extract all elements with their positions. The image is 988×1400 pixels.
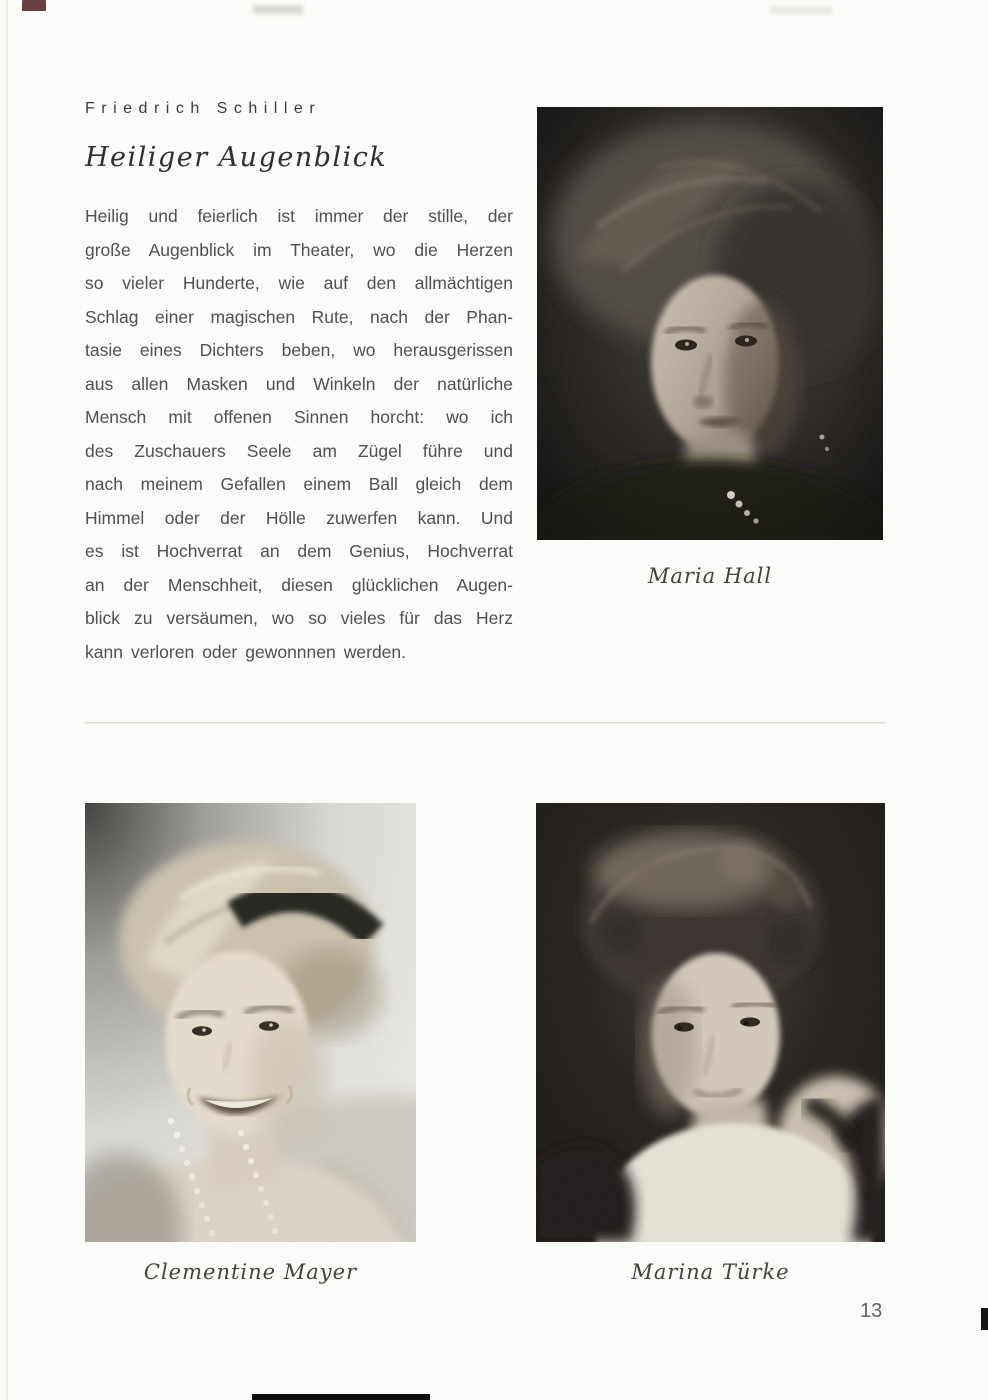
- body-line: es ist Hochverrat an dem Genius, Hochverrat: [85, 541, 513, 561]
- author-name: Friedrich Schiller: [85, 100, 322, 117]
- photo-maria-hall: [537, 107, 883, 540]
- body-line: Schlag einer magischen Rute, nach der Phan-: [85, 306, 513, 327]
- article: [85, 100, 513, 669]
- page-number: 13: [860, 1300, 883, 1322]
- body-line: so vieler Hunderte, wie auf den allmächtigen: [85, 273, 513, 293]
- scan-mark-bottom: [252, 1394, 430, 1400]
- photo-marina-tuerke: [536, 803, 885, 1242]
- photo-clementine-mayer: [85, 803, 416, 1242]
- photo-caption: Marina Türke: [631, 1260, 790, 1284]
- body-line: blick zu versäumen, wo so vieles für das Herz: [85, 608, 513, 628]
- body-line: kann verloren oder gewonnnen werden.: [85, 641, 407, 662]
- body-line: an der Menschheit, diesen glücklichen Augen-: [85, 574, 513, 595]
- scan-smudge: [770, 7, 832, 14]
- body-line: aus allen Masken und Winkeln der natürliche: [85, 373, 513, 394]
- body-line: Heilig und feierlich ist immer der stille, der: [85, 206, 513, 226]
- scan-smudge: [253, 5, 303, 14]
- photo-caption: Clementine Mayer: [143, 1260, 358, 1284]
- photo-caption: Maria Hall: [647, 564, 773, 588]
- body-line: Mensch mit offenen Sinnen horcht: wo ich: [85, 407, 513, 427]
- scan-mark-right-edge: [981, 1308, 988, 1330]
- scan-edge-artifact: [6, 0, 8, 1400]
- article-title: Heiliger Augenblick: [85, 142, 388, 173]
- body-line: nach meinem Gefallen einem Ball gleich dem: [85, 474, 513, 494]
- article-body: [85, 200, 513, 669]
- body-line: tasie eines Dichters beben, wo herausgerissen: [85, 340, 513, 360]
- body-line: große Augenblick im Theater, wo die Herzen: [85, 239, 513, 260]
- body-line: des Zuschauers Seele am Zügel führe und: [85, 440, 513, 461]
- body-line: Himmel oder der Hölle zuwerfen kann. Und: [85, 507, 513, 528]
- scan-mark-top-left: [22, 0, 46, 11]
- section-divider: [85, 722, 885, 723]
